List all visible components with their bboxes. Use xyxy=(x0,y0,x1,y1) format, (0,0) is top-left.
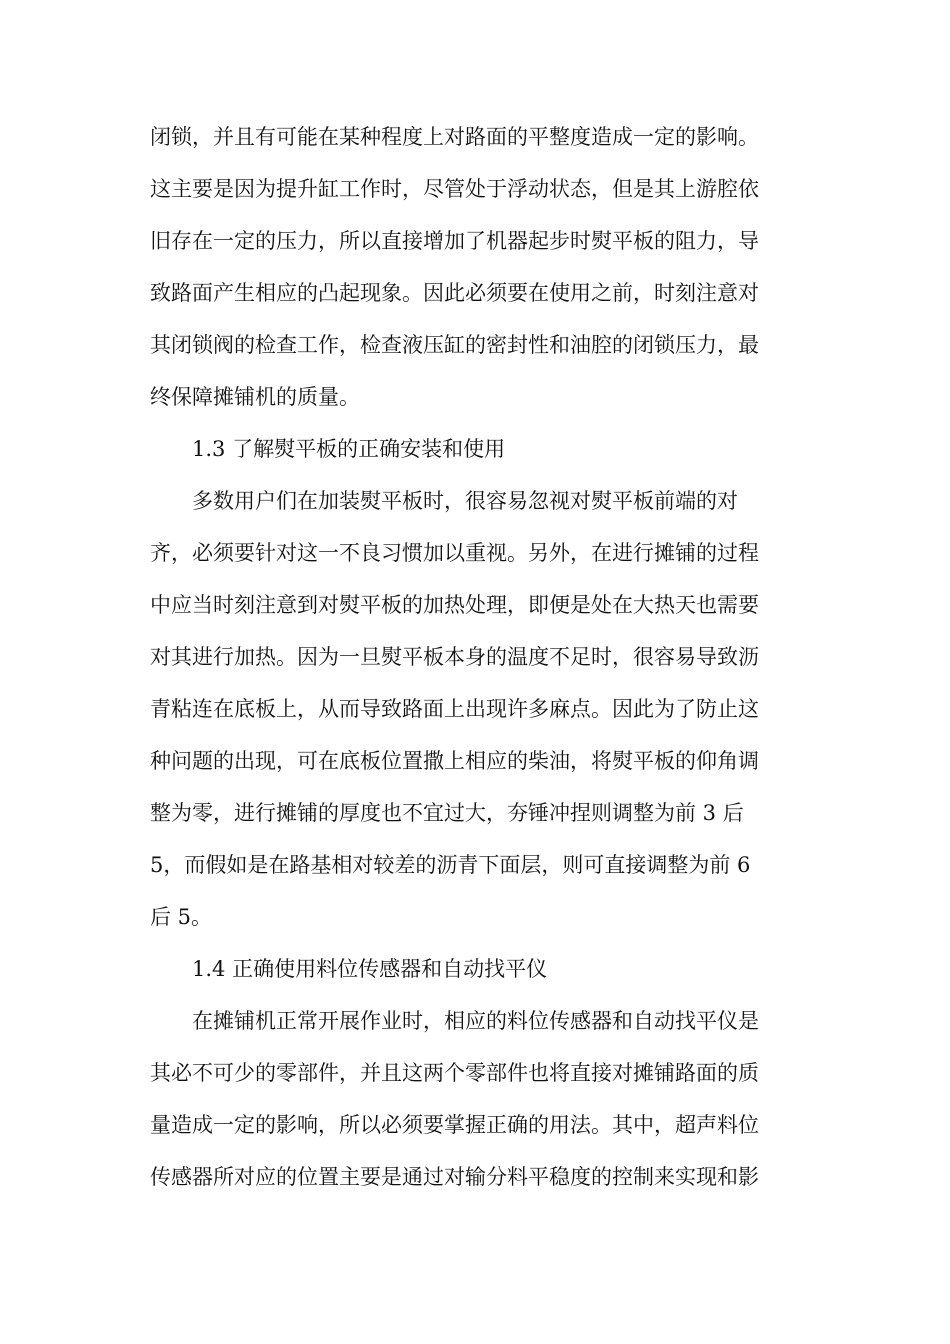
text-line: 中应当时刻注意到对熨平板的加热处理，即便是处在大热天也需要 xyxy=(150,593,759,617)
text-line: 闭锁，并且有可能在某种程度上对路面的平整度造成一定的影响。 xyxy=(150,125,759,149)
text-line: 青粘连在底板上，从而导致路面上出现许多麻点。因此为了防止这 xyxy=(150,697,759,721)
text-line: 这主要是因为提升缸工作时，尽管处于浮动状态，但是其上游腔依 xyxy=(150,177,759,201)
text-line: 齐，必须要针对这一不良习惯加以重视。另外，在进行摊铺的过程 xyxy=(150,541,759,565)
text-line: 量造成一定的影响，所以必须要掌握正确的用法。其中，超声料位 xyxy=(150,1113,759,1137)
text-line: 终保障摊铺机的质量。 xyxy=(150,385,360,409)
section-heading: 1.3 了解熨平板的正确安装和使用 xyxy=(192,437,506,461)
paragraph-start-line: 在摊铺机正常开展作业时，相应的料位传感器和自动找平仪是 xyxy=(192,1009,759,1033)
text-line: 5，而假如是在路基相对较差的沥青下面层，则可直接调整为前 6 xyxy=(150,853,751,877)
paragraph-start-line: 多数用户们在加装熨平板时，很容易忽视对熨平板前端的对 xyxy=(192,489,738,513)
text-line: 其闭锁阀的检查工作，检查液压缸的密封性和油腔的闭锁压力，最 xyxy=(150,333,759,357)
text-line: 种问题的出现，可在底板位置撒上相应的柴油，将熨平板的仰角调 xyxy=(150,749,759,773)
text-line: 致路面产生相应的凸起现象。因此必须要在使用之前，时刻注意对 xyxy=(150,281,759,305)
text-line: 整为零，进行摊铺的厚度也不宜过大，夯锤冲捏则调整为前 3 后 xyxy=(150,801,744,825)
section-heading: 1.4 正确使用料位传感器和自动找平仪 xyxy=(192,957,548,981)
text-line: 传感器所对应的位置主要是通过对输分料平稳度的控制来实现和影 xyxy=(150,1165,759,1189)
text-line: 对其进行加热。因为一旦熨平板本身的温度不足时，很容易导致沥 xyxy=(150,645,759,669)
text-line: 旧存在一定的压力，所以直接增加了机器起步时熨平板的阻力，导 xyxy=(150,229,759,253)
text-line: 其必不可少的零部件，并且这两个零部件也将直接对摊铺路面的质 xyxy=(150,1061,759,1085)
text-line: 后 5。 xyxy=(150,905,213,929)
